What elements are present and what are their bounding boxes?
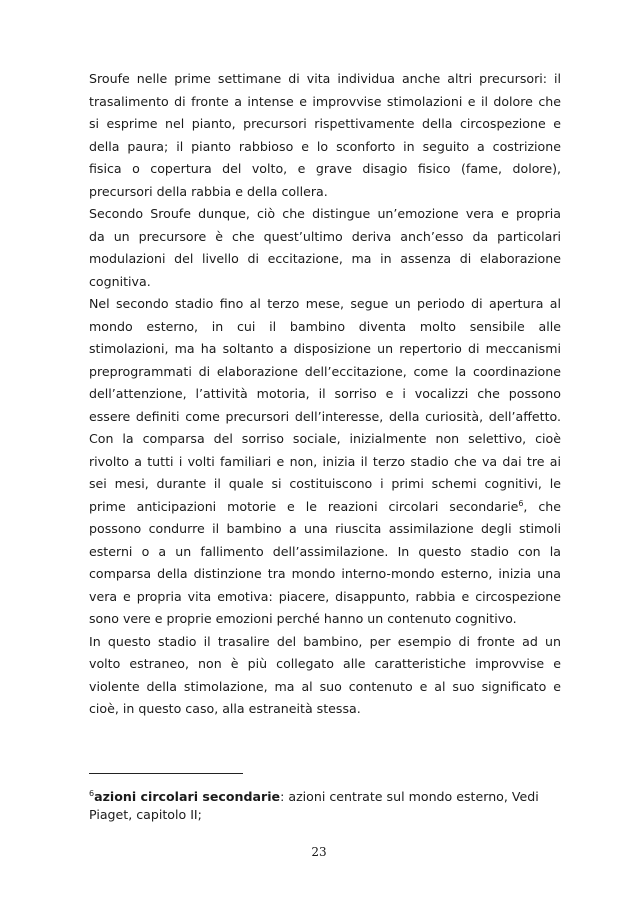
footnote-text: : azioni centrate sul mondo esterno, Vedi Piaget, capitolo II; bbox=[89, 789, 539, 822]
text-line: fisica o copertura del volto, e grave disagio fisico (fame, dolore), bbox=[89, 161, 561, 176]
text-line: In questo stadio il trasalire del bambino, per esempio di fronte ad un bbox=[89, 633, 561, 649]
text-line: precursori della rabbia e della collera. bbox=[89, 183, 328, 199]
text-line: cioè, in questo caso, alla estraneità stessa. bbox=[89, 701, 361, 716]
text-line: Nel secondo stadio fino al terzo mese, segue un periodo di apertura al bbox=[89, 296, 561, 311]
text-line: vera e propria vita emotiva: piacere, disappunto, rabbia e circospezione bbox=[89, 588, 561, 604]
text-line: rivolto a tutti i volti familiari e non, inizia il terzo stadio che va dai tre ai bbox=[89, 453, 561, 469]
body-text bbox=[89, 68, 561, 721]
text-line-with-footnote-ref bbox=[89, 496, 561, 519]
text-line: cognitiva. bbox=[89, 273, 151, 289]
text-line: sei mesi, durante il quale si costituiscono i primi schemi cognitivi, le bbox=[89, 476, 561, 491]
text-line: Con la comparsa del sorriso sociale, inizialmente non selettivo, cioè bbox=[89, 431, 561, 446]
footnote-reference[interactable]: 6 bbox=[518, 498, 524, 508]
text-line: Secondo Sroufe dunque, ciò che distingue un’emozione vera e propria bbox=[89, 206, 561, 221]
footnote-number: 6 bbox=[89, 789, 95, 798]
footnote-term: azioni circolari secondarie bbox=[94, 789, 281, 804]
text-line: modulazioni del livello di eccitazione, ma in assenza di elaborazione bbox=[89, 251, 561, 266]
text-line: sono vere e proprie emozioni perché hanno un contenuto cognitivo. bbox=[89, 611, 517, 626]
footnote bbox=[89, 788, 561, 824]
page-number: 23 bbox=[311, 845, 327, 859]
text-line: preprogrammati di elaborazione dell’eccitazione, come la coordinazione bbox=[89, 363, 561, 379]
text-line: da un precursore è che quest’ultimo deriva anch’esso da particolari bbox=[89, 228, 561, 244]
text-line: della paura; il pianto rabbioso e lo sconforto in seguito a costrizione bbox=[89, 138, 561, 154]
text-line: comparsa della distinzione tra mondo interno-mondo esterno, inizia una bbox=[89, 566, 561, 581]
text-line: stimolazioni, ma ha soltanto a disposizione un repertorio di meccanismi bbox=[89, 341, 561, 356]
footnote-separator bbox=[89, 773, 243, 774]
text-segment: , che bbox=[523, 498, 561, 514]
text-line: essere definiti come precursori dell’interesse, della curiosità, dell’affetto. bbox=[89, 408, 561, 424]
text-segment: prime anticipazioni motorie e le reazioni circolari secondarie bbox=[89, 498, 519, 514]
text-line: dell’attenzione, l’attività motoria, il sorriso e i vocalizzi che possono bbox=[89, 386, 561, 401]
text-line: trasalimento di fronte a intense e improvvise stimolazioni e il dolore che bbox=[89, 93, 561, 109]
text-line: violente della stimolazione, ma al suo contenuto e al suo significato e bbox=[89, 678, 561, 694]
text-line: esterni o a un fallimento dell’assimilazione. In questo stadio con la bbox=[89, 543, 561, 559]
text-line: volto estraneo, non è più collegato alle caratteristiche improvvise e bbox=[89, 656, 561, 671]
text-line: possono condurre il bambino a una riuscita assimilazione degli stimoli bbox=[89, 521, 561, 536]
text-line: Sroufe nelle prime settimane di vita individua anche altri precursori: il bbox=[89, 71, 561, 86]
text-line: mondo esterno, in cui il bambino diventa molto sensibile alle bbox=[89, 318, 561, 334]
text-line: si esprime nel pianto, precursori rispettivamente della circospezione e bbox=[89, 116, 561, 131]
